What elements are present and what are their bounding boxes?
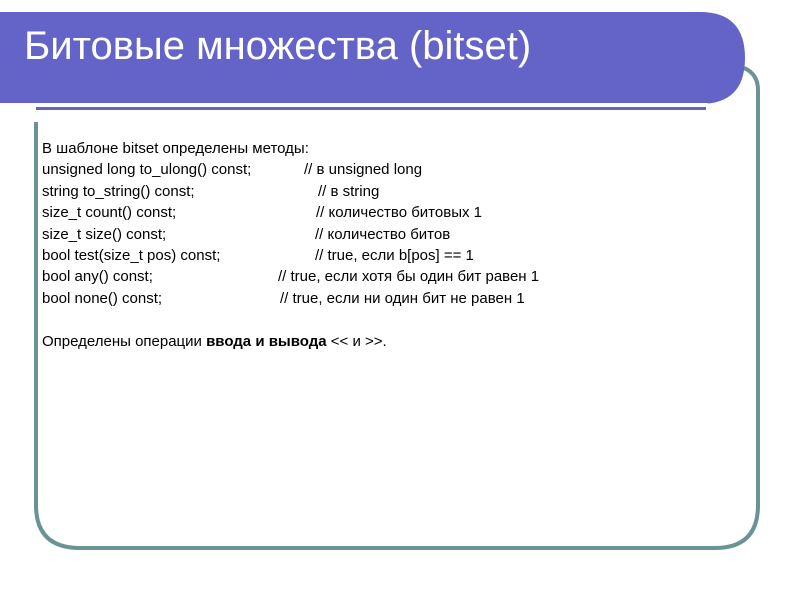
slide-body (42, 140, 540, 354)
method-code: size_t size() const; (42, 225, 167, 243)
method-comment: // количество битовых 1 (316, 204, 482, 222)
method-comment: // в string (318, 182, 380, 200)
method-comment: // количество битов (315, 225, 451, 243)
method-code: size_t count() const; (42, 204, 177, 222)
method-row (42, 225, 451, 247)
method-comment: // в unsigned long (304, 161, 423, 179)
method-code: string to_string() const; (42, 182, 195, 200)
title-rule (36, 107, 706, 110)
method-row (42, 161, 423, 182)
method-comment: // true, если хотя бы один бит равен 1 (278, 268, 540, 286)
method-row (42, 204, 482, 225)
method-row (42, 289, 525, 311)
io-prefix: Определены операции (42, 332, 207, 350)
intro-line: В шаблоне bitset определены методы: (42, 140, 309, 157)
blank-line (42, 311, 387, 332)
method-comment: // true, если b[pos] == 1 (315, 246, 474, 264)
method-code: bool none() const; (42, 289, 163, 307)
method-row (42, 246, 474, 268)
method-row (42, 183, 387, 204)
method-code: bool test(size_t pos) const; (42, 246, 221, 264)
method-row (42, 268, 540, 289)
method-code: unsigned long to_ulong() const; (42, 161, 252, 179)
io-bold: ввода и вывода (206, 332, 327, 350)
method-comment: // true, если ни один бит не равен 1 (280, 289, 525, 307)
title-underline (0, 103, 708, 107)
slide-title: Битовые множества (bitset) (24, 24, 532, 68)
io-line (42, 333, 387, 354)
method-code: bool any() const; (42, 268, 153, 286)
io-suffix: << и >>. (326, 332, 387, 350)
